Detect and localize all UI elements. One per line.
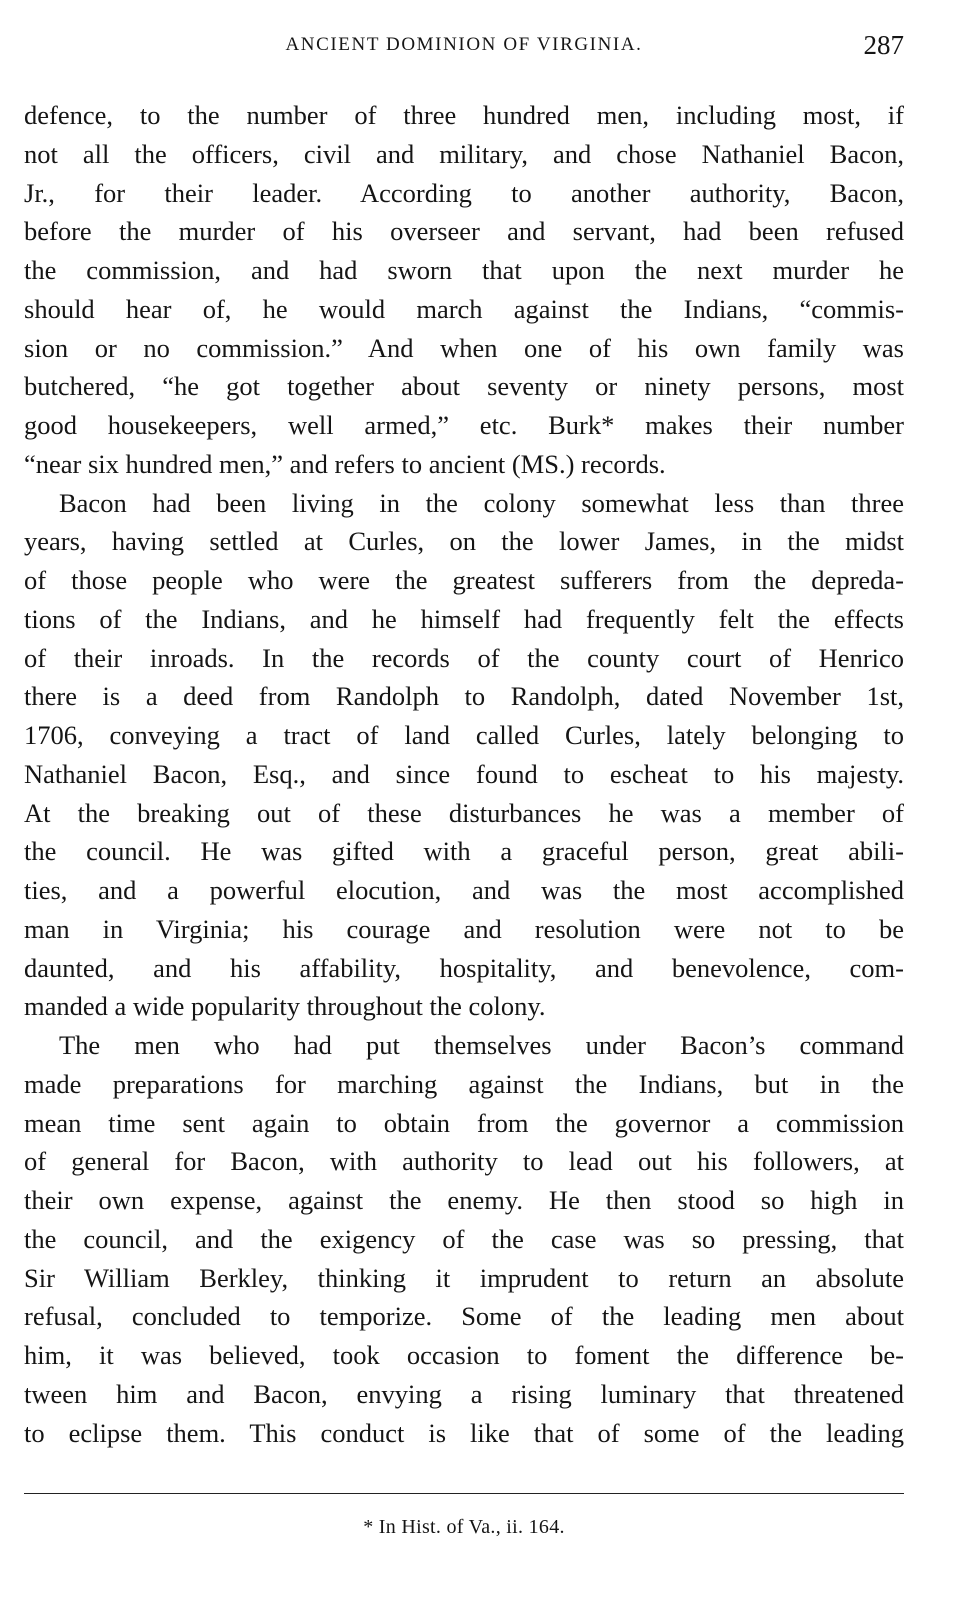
page-number: 287	[863, 30, 904, 60]
text-line: before the murder of his overseer and servant, had been refused	[24, 216, 904, 247]
text-line: butchered, “he got together about seventy or ninety persons, most	[24, 371, 904, 402]
footnote: * In Hist. of Va., ii. 164.	[363, 1516, 565, 1538]
text-line: to eclipse them. This conduct is like that of some of the leading	[24, 1417, 904, 1448]
text-line: of their inroads. In the records of the county court of Henrico	[24, 642, 904, 673]
text-line: daunted, and his affability, hospitality, and benevolence, com-	[24, 952, 904, 983]
text-line: their own expense, against the enemy. He then stood so high in	[24, 1185, 904, 1215]
text-line: refusal, concluded to temporize. Some of the leading men about	[24, 1301, 904, 1332]
text-line: him, it was believed, took occasion to foment the difference be-	[24, 1340, 904, 1370]
text-line: there is a deed from Randolph to Randolph, dated November 1st,	[24, 681, 904, 712]
text-line: “near six hundred men,” and refers to ancient (MS.) records.	[24, 448, 666, 479]
text-line: tween him and Bacon, envying a rising luminary that threatened	[24, 1378, 904, 1409]
paragraph-start-line: Bacon had been living in the colony somewhat less than three	[59, 487, 904, 518]
text-line: made preparations for marching against the Indians, but in the	[24, 1068, 904, 1099]
text-line: mean time sent again to obtain from the governor a commission	[24, 1107, 904, 1138]
running-title: ANCIENT DOMINION OF VIRGINIA.	[285, 34, 643, 55]
text-line: good housekeepers, well armed,” etc. Burk* makes their number	[24, 410, 904, 440]
text-line: the commission, and had sworn that upon the next murder he	[24, 255, 904, 285]
text-line: Jr., for their leader. According to another authority, Bacon,	[24, 177, 904, 208]
text-line: the council, and the exigency of the case was so pressing, that	[24, 1223, 904, 1254]
text-line: should hear of, he would march against the Indians, “commis-	[24, 293, 904, 324]
body-text	[24, 96, 904, 1452]
running-head	[24, 30, 904, 70]
paragraph-start-line: The men who had put themselves under Bacon’s command	[59, 1030, 904, 1060]
text-line: manded a wide popularity throughout the colony.	[24, 991, 546, 1022]
text-line: years, having settled at Curles, on the lower James, in the midst	[24, 526, 904, 557]
text-line: sion or no commission.” And when one of his own family was	[24, 332, 904, 363]
text-line: of those people who were the greatest sufferers from the depreda-	[24, 565, 904, 595]
text-line: the council. He was gifted with a graceful person, great abili-	[24, 836, 904, 867]
text-line: man in Virginia; his courage and resolution were not to be	[24, 913, 904, 944]
text-line: defence, to the number of three hundred men, including most, if	[24, 100, 904, 130]
text-line: 1706, conveying a tract of land called Curles, lately belonging to	[24, 720, 904, 750]
text-line: ties, and a powerful elocution, and was the most accomplished	[24, 875, 904, 905]
footnote-rule	[24, 1493, 904, 1494]
text-line: not all the officers, civil and military, and chose Nathaniel Bacon,	[24, 138, 904, 169]
text-line: At the breaking out of these disturbances he was a member of	[24, 797, 904, 828]
text-line: Nathaniel Bacon, Esq., and since found to escheat to his majesty.	[24, 758, 904, 789]
text-line: Sir William Berkley, thinking it imprudent to return an absolute	[24, 1262, 904, 1293]
text-line: of general for Bacon, with authority to lead out his followers, at	[24, 1146, 904, 1177]
text-line: tions of the Indians, and he himself had frequently felt the effects	[24, 603, 904, 634]
